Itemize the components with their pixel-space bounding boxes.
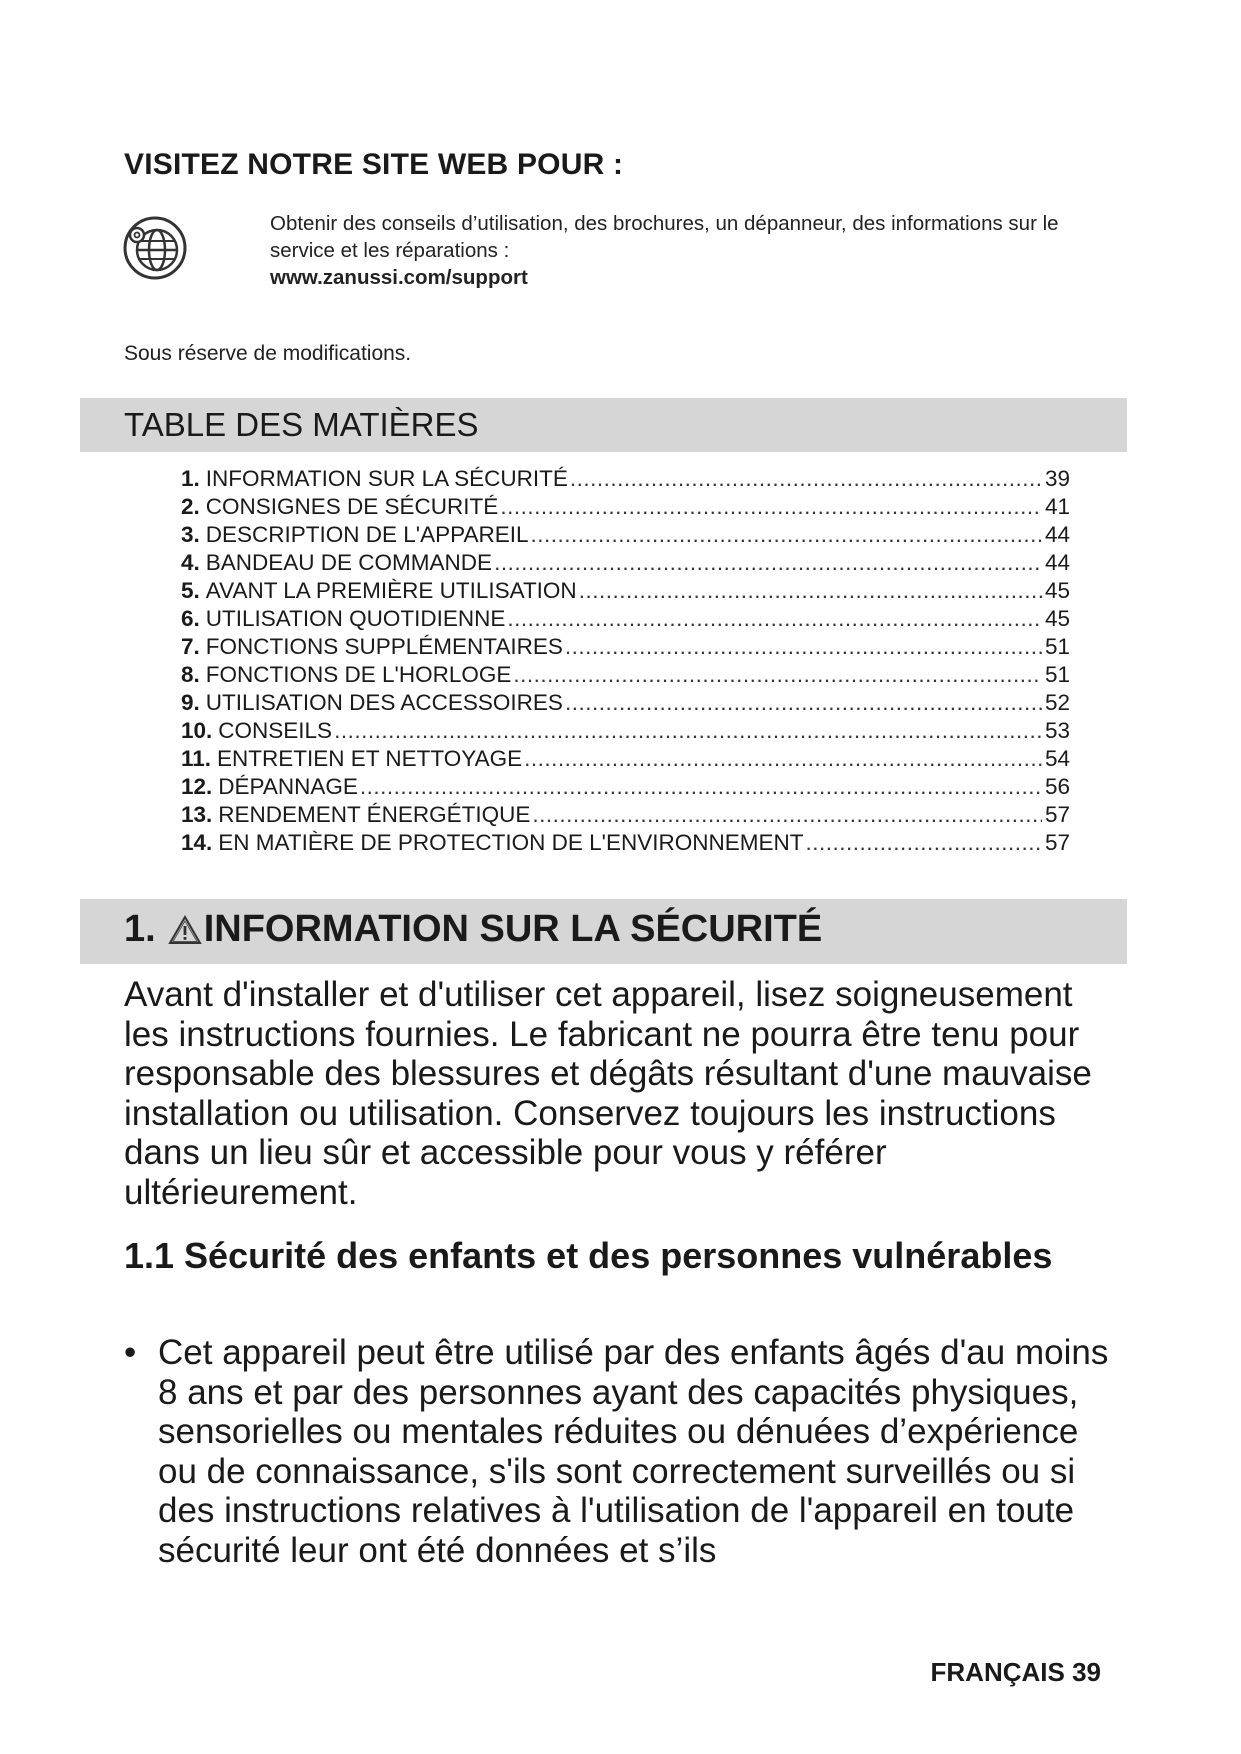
toc-item-label: EN MATIÈRE DE PROTECTION DE L'ENVIRONNEMENT — [218, 830, 804, 855]
toc-item-label: DÉPANNAGE — [218, 774, 358, 799]
toc-leader-dots — [360, 773, 1042, 801]
toc-item-label: BANDEAU DE COMMANDE — [205, 550, 493, 575]
toc-item-page: 44 — [1044, 550, 1070, 575]
bullet-text: Cet appareil peut être utilisé par des enfants âgés d'au moins 8 ans et par des personnes ayant des capacités physiques, sensorielles ou mentales réduites ou dénuées d’expérience ou de connaissance, s'ils sont correctement surveillés ou si des instructions relatives à l'utilisation de l'appareil en toute sécurité leur ont été données et s’ils — [158, 1333, 1109, 1570]
toc-item-number: 5. — [181, 578, 200, 603]
toc-item-page: 54 — [1044, 746, 1070, 771]
toc-item[interactable] — [181, 493, 1070, 521]
support-description: Obtenir des conseils d’utilisation, des brochures, un dépanneur, des informations sur le service et les réparations : — [270, 212, 1059, 262]
toc-item-label: CONSIGNES DE SÉCURITÉ — [205, 494, 499, 519]
toc-leader-dots — [494, 549, 1042, 577]
toc-item-page: 45 — [1044, 578, 1070, 603]
toc-item[interactable] — [181, 689, 1070, 717]
toc-item-page: 41 — [1044, 494, 1070, 519]
toc-leader-dots — [805, 829, 1042, 857]
toc-item[interactable] — [181, 745, 1070, 773]
toc-item-number: 1. — [181, 466, 200, 491]
toc-item[interactable] — [181, 661, 1070, 689]
toc-item[interactable] — [181, 465, 1070, 493]
toc-item[interactable] — [181, 801, 1070, 829]
toc-item-page: 39 — [1044, 466, 1070, 491]
toc-leader-dots — [565, 633, 1042, 661]
toc-item-page: 51 — [1044, 634, 1070, 659]
toc-item-number: 2. — [181, 494, 200, 519]
toc-item-label: UTILISATION QUOTIDIENNE — [205, 606, 506, 631]
toc-item-number: 11. — [181, 746, 212, 771]
toc-item-number: 8. — [181, 662, 200, 687]
toc-item-label: UTILISATION DES ACCESSOIRES — [205, 690, 563, 715]
toc-item-page: 44 — [1044, 522, 1070, 547]
section-title: INFORMATION SUR LA SÉCURITÉ — [203, 908, 823, 950]
toc-item-label: CONSEILS — [218, 718, 333, 743]
toc-leader-dots — [507, 605, 1042, 633]
bullet-item — [124, 1333, 1124, 1570]
toc-item-page: 57 — [1044, 802, 1070, 827]
toc-item-label: ENTRETIEN ET NETTOYAGE — [217, 746, 523, 771]
toc-leader-dots — [500, 493, 1042, 521]
toc-leader-dots — [579, 577, 1042, 605]
toc-title: TABLE DES MATIÈRES — [124, 406, 479, 443]
toc-item-number: 14. — [181, 830, 213, 855]
toc-item[interactable] — [181, 633, 1070, 661]
toc-leader-dots — [513, 661, 1042, 689]
intro-paragraph: Avant d'installer et d'utiliser cet appareil, lisez soigneusement les instructions fournies. Le fabricant ne pourra être tenu pour responsable des blessures et dégâts résultant d'une mauvaise installation ou utilisation. Conservez toujours les instructions dans un lieu sûr et accessible pour vous y référer ultérieurement. — [124, 975, 1092, 1212]
toc-item-number: 3. — [181, 522, 200, 547]
toc-item-number: 7. — [181, 634, 200, 659]
toc-item-number: 9. — [181, 690, 200, 715]
toc-list — [181, 465, 1070, 857]
toc-leader-dots — [532, 801, 1042, 829]
warning-icon — [168, 915, 202, 945]
toc-item-number: 10. — [181, 718, 213, 743]
disclaimer-text: Sous réserve de modifications. — [124, 342, 412, 365]
toc-item-label: FONCTIONS SUPPLÉMENTAIRES — [205, 634, 563, 659]
bullet-mark: • — [124, 1333, 137, 1372]
toc-item[interactable] — [181, 717, 1070, 745]
toc-item-label: DESCRIPTION DE L'APPAREIL — [205, 522, 529, 547]
subsection-heading: 1.1 Sécurité des enfants et des personnes vulnérables — [124, 1235, 1053, 1276]
visit-website-heading: VISITEZ NOTRE SITE WEB POUR : — [124, 148, 624, 181]
toc-item[interactable] — [181, 577, 1070, 605]
toc-leader-dots — [334, 717, 1042, 745]
toc-item-page: 53 — [1044, 718, 1070, 743]
toc-item-label: RENDEMENT ÉNERGÉTIQUE — [218, 802, 531, 827]
toc-item[interactable] — [181, 521, 1070, 549]
toc-item-page: 51 — [1044, 662, 1070, 687]
section-heading — [124, 908, 822, 951]
toc-leader-dots — [565, 689, 1042, 717]
toc-item[interactable] — [181, 773, 1070, 801]
toc-item-number: 4. — [181, 550, 200, 575]
support-url-link[interactable]: www.zanussi.com/support — [270, 266, 528, 289]
toc-item[interactable] — [181, 605, 1070, 633]
toc-leader-dots — [524, 745, 1042, 773]
toc-item-number: 12. — [181, 774, 213, 799]
toc-item-page: 52 — [1044, 690, 1070, 715]
toc-item-page: 45 — [1044, 606, 1070, 631]
globe-web-icon — [120, 213, 190, 283]
support-info — [270, 210, 1120, 291]
toc-leader-dots — [530, 521, 1042, 549]
toc-leader-dots — [570, 465, 1042, 493]
toc-item-label: FONCTIONS DE L'HORLOGE — [205, 662, 512, 687]
toc-item-page: 57 — [1044, 830, 1070, 855]
toc-item-number: 6. — [181, 606, 200, 631]
toc-item[interactable] — [181, 549, 1070, 577]
toc-item-label: AVANT LA PREMIÈRE UTILISATION — [205, 578, 577, 603]
page-footer: FRANÇAIS 39 — [930, 1657, 1101, 1687]
section-number: 1. — [124, 908, 156, 950]
toc-item-label: INFORMATION SUR LA SÉCURITÉ — [205, 466, 568, 491]
toc-item[interactable] — [181, 829, 1070, 857]
toc-item-page: 56 — [1044, 774, 1070, 799]
toc-item-number: 13. — [181, 802, 213, 827]
